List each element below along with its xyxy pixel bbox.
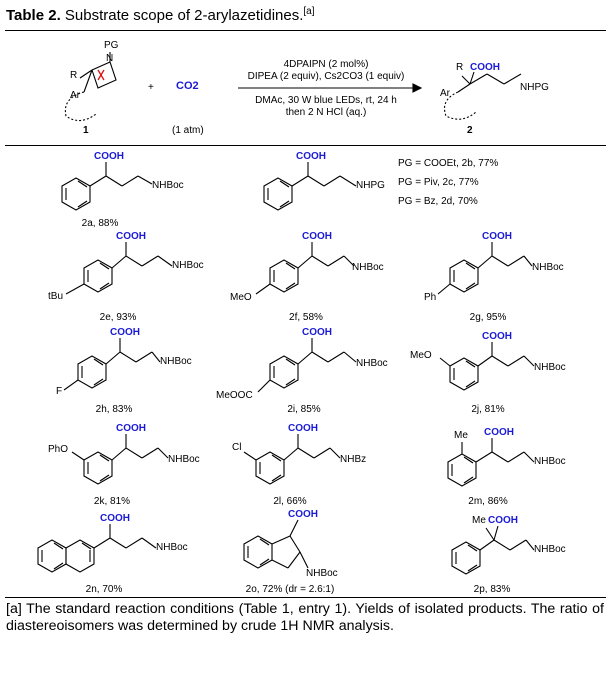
cooh-2p: COOH: [488, 515, 518, 526]
structure-2o: [244, 520, 308, 568]
structure-2a: [62, 162, 152, 210]
footnote: [a] The standard reaction conditions (Table 1, entry 1). Yields of isolated products. The ratio of diastereoisomers was determined by crude 1H NMR analysis.: [6, 601, 604, 634]
pg-line-2c: PG = Piv, 2c, 77%: [398, 177, 479, 188]
scheme-n: N: [106, 53, 114, 64]
amine-2l: NHBz: [340, 454, 367, 465]
structure-2g: [438, 242, 532, 294]
amine-2k: NHBoc: [168, 454, 200, 465]
amine-2b-2d: NHPG: [356, 180, 385, 191]
amine-2p: NHBoc: [534, 544, 566, 555]
cooh-2b-2d: COOH: [296, 151, 326, 162]
sub-2k: PhO: [48, 444, 69, 455]
product-r: R: [456, 62, 464, 73]
caption-2e: 2e, 93%: [99, 312, 137, 323]
scheme-r: R: [70, 70, 78, 81]
caption-2p: 2p, 83%: [473, 584, 511, 595]
caption-2l: 2l, 66%: [273, 496, 307, 507]
cond-below-1: DMAc, 30 W blue LEDs, rt, 24 h: [255, 95, 397, 106]
cond-above-1: 4DPAIPN (2 mol%): [283, 59, 369, 70]
co2-condition: (1 atm): [172, 125, 204, 136]
cooh-2h: COOH: [110, 327, 140, 338]
caption-2k: 2k, 81%: [93, 496, 131, 507]
amine-2f: NHBoc: [352, 262, 384, 273]
plus-sign: +: [148, 82, 154, 93]
cooh-2l: COOH: [288, 423, 318, 434]
cond-above-2: DIPEA (2 equiv), Cs2CO3 (1 equiv): [247, 71, 405, 82]
amine-2e: NHBoc: [172, 260, 204, 271]
amine-2n: NHBoc: [156, 542, 188, 553]
scheme-ar: Ar: [70, 90, 80, 101]
caption-2m: 2m, 86%: [468, 496, 508, 507]
structure-2e: [66, 242, 172, 294]
sub-2p: Me: [472, 515, 486, 526]
cooh-2e: COOH: [116, 231, 146, 242]
product-nhpg: NHPG: [520, 82, 549, 93]
pg-line-2b: PG = COOEt, 2b, 77%: [398, 158, 499, 169]
scheme-pg: PG: [104, 40, 119, 51]
sub-2i: MeOOC: [216, 390, 253, 401]
structure-2i: [258, 338, 356, 392]
product-label: 2: [467, 125, 473, 136]
table-title: Table 2. Substrate scope of 2-arylazetidines.[a]: [6, 6, 315, 24]
structure-2l: [244, 434, 340, 484]
amine-2o: NHBoc: [306, 568, 338, 579]
caption-2a: 2a, 88%: [81, 218, 119, 229]
caption-2h: 2h, 83%: [95, 404, 133, 415]
structure-2b-2d: [264, 162, 356, 210]
product-ar: Ar: [440, 88, 450, 99]
sub-2m: Me: [454, 430, 468, 441]
cooh-2n: COOH: [100, 513, 130, 524]
amine-2a: NHBoc: [152, 180, 184, 191]
co2-label: CO2: [176, 80, 199, 92]
amine-2j: NHBoc: [534, 362, 566, 373]
structure-2h: [64, 338, 160, 390]
cooh-2g: COOH: [482, 231, 512, 242]
sub-2j: MeO: [410, 350, 432, 361]
structure-2p: [452, 526, 534, 574]
reactant-label: 1: [83, 125, 89, 136]
caption-2i: 2i, 85%: [287, 404, 321, 415]
cooh-2i: COOH: [302, 327, 332, 338]
sub-2f: MeO: [230, 292, 252, 303]
cond-below-2: then 2 N HCl (aq.): [285, 107, 367, 118]
sub-2e: tBu: [48, 291, 64, 302]
structure-2f: [256, 242, 354, 294]
sub-2h: F: [56, 386, 63, 397]
caption-2o: 2o, 72% (dr = 2.6:1): [245, 584, 335, 595]
amine-2i: NHBoc: [356, 358, 388, 369]
amine-2g: NHBoc: [532, 262, 564, 273]
cooh-2k: COOH: [116, 423, 146, 434]
sub-2g: Ph: [424, 292, 437, 303]
caption-2j: 2j, 81%: [471, 404, 505, 415]
cooh-2j: COOH: [482, 331, 512, 342]
cooh-2f: COOH: [302, 231, 332, 242]
cooh-2o: COOH: [288, 509, 318, 520]
cooh-2a: COOH: [94, 151, 124, 162]
structure-2n: [38, 524, 156, 572]
caption-2g: 2g, 95%: [469, 312, 507, 323]
caption-2n: 2n, 70%: [85, 584, 123, 595]
amine-2m: NHBoc: [534, 456, 566, 467]
amine-2h: NHBoc: [160, 356, 192, 367]
structure-2m: [448, 438, 534, 486]
caption-2f: 2f, 58%: [289, 312, 323, 323]
sub-2l: Cl: [232, 442, 242, 453]
pg-line-2d: PG = Bz, 2d, 70%: [398, 196, 478, 207]
product-cooh: COOH: [470, 62, 500, 73]
structure-2j: [440, 342, 534, 390]
cooh-2m: COOH: [484, 427, 514, 438]
structure-2k: [72, 434, 168, 484]
